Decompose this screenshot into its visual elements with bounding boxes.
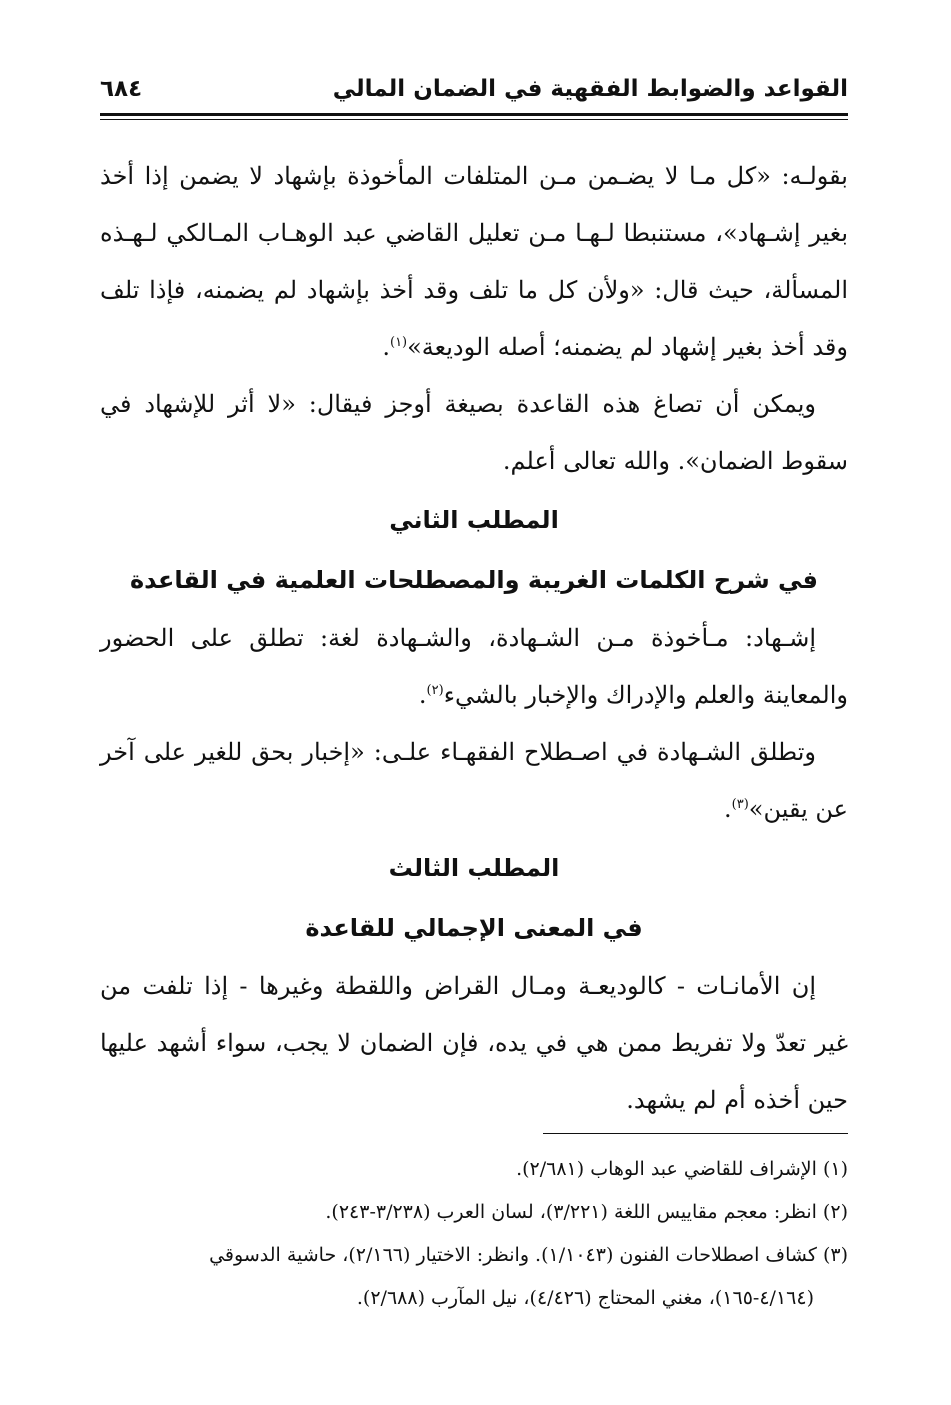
header-rule-thick	[100, 113, 848, 116]
header-rule-thin	[100, 119, 848, 120]
section-2-title: المطلب الثاني	[389, 506, 559, 534]
running-header	[100, 70, 848, 110]
paragraph-1	[100, 148, 848, 376]
footnotes	[100, 1148, 848, 1320]
footnote-1: (١) الإشراف للقاضي عبد الوهاب (٢/٦٨١).	[516, 1158, 848, 1180]
footnote-3: (٣) كشاف اصطلاحات الفنون (١/١٠٤٣). وانظر: الاختيار (٢/١٦٦)، حاشية الدسوقي	[209, 1244, 848, 1266]
paragraph-3-text: إشـهاد: مـأخوذة مـن الشـهادة، والشـهادة لغة: تطلق على الحضور والمعاينة والعلم والإدراك والإخبار بالشيء	[100, 624, 848, 709]
section-2-subtitle: في شرح الكلمات الغريبة والمصطلحات العلمية في القاعدة	[129, 566, 819, 594]
page-number: ٦٨٤	[100, 76, 143, 102]
paragraph-5: إن الأمانـات - كالوديعـة ومـال القراض واللقطة وغيرها - إذا تلفت من غير تعدّ ولا تفريط ممن هي في يده، فإن الضمان لا يجب، سواء أشهد عليها حين أخذه أم لم يشهد.	[100, 972, 848, 1114]
section-3-subtitle: في المعنى الإجمالي للقاعدة	[305, 914, 643, 942]
footnote-3-continuation: (٤/١٦٤-١٦٥)، مغني المحتاج (٤/٤٢٦)، نيل المآرب (٢/٦٨٨).	[356, 1287, 814, 1309]
footnote-2: (٢) انظر: معجم مقاييس اللغة (٣/٢٢١)، لسان العرب (٣/٢٣٨-٢٤٣).	[325, 1201, 848, 1223]
footnote-ref-2: (٢)	[426, 683, 444, 698]
paragraph-4	[100, 724, 848, 838]
main-text	[100, 148, 848, 1129]
paragraph-2: ويمكن أن تصاغ هذه القاعدة بصيغة أوجز فيقال: «لا أثر للإشهاد في سقوط الضمان». والله تعالى أعلم.	[100, 390, 848, 475]
book-page	[100, 0, 848, 1405]
footnote-separator	[543, 1133, 848, 1134]
section-3-title: المطلب الثالث	[388, 854, 560, 882]
footnote-ref-1: (١)	[389, 335, 408, 350]
paragraph-1-end: .	[382, 333, 390, 361]
footnote-ref-3: (٣)	[731, 797, 749, 812]
running-title: القواعد والضوابط الفقهية في الضمان المالي	[332, 76, 848, 102]
paragraph-4-text: وتطلق الشـهادة في اصـطلاح الفقهـاء علـى: «إخبار بحق للغير على آخر عن يقين»	[100, 738, 848, 823]
paragraph-1-text: بقولـه: «كل مـا لا يضـمن مـن المتلفات المأخوذة بإشهاد لا يضمن إذا أخذ بغير إشـهاد»، مستنبطا لـهـا مـن تعليل القاضي عبد الوهـاب المـالكي لـهـذه المسألة، حيث قال: «ولأن كل ما تلف وقد أخذ بإشهاد لم يضمنه، فإذا تلف وقد أخذ بغير إشهاد لم يضمنه؛ أصله الوديعة»	[100, 162, 848, 361]
paragraph-3	[100, 610, 848, 724]
paragraph-3-end: .	[418, 681, 427, 709]
paragraph-4-end: .	[723, 795, 732, 823]
